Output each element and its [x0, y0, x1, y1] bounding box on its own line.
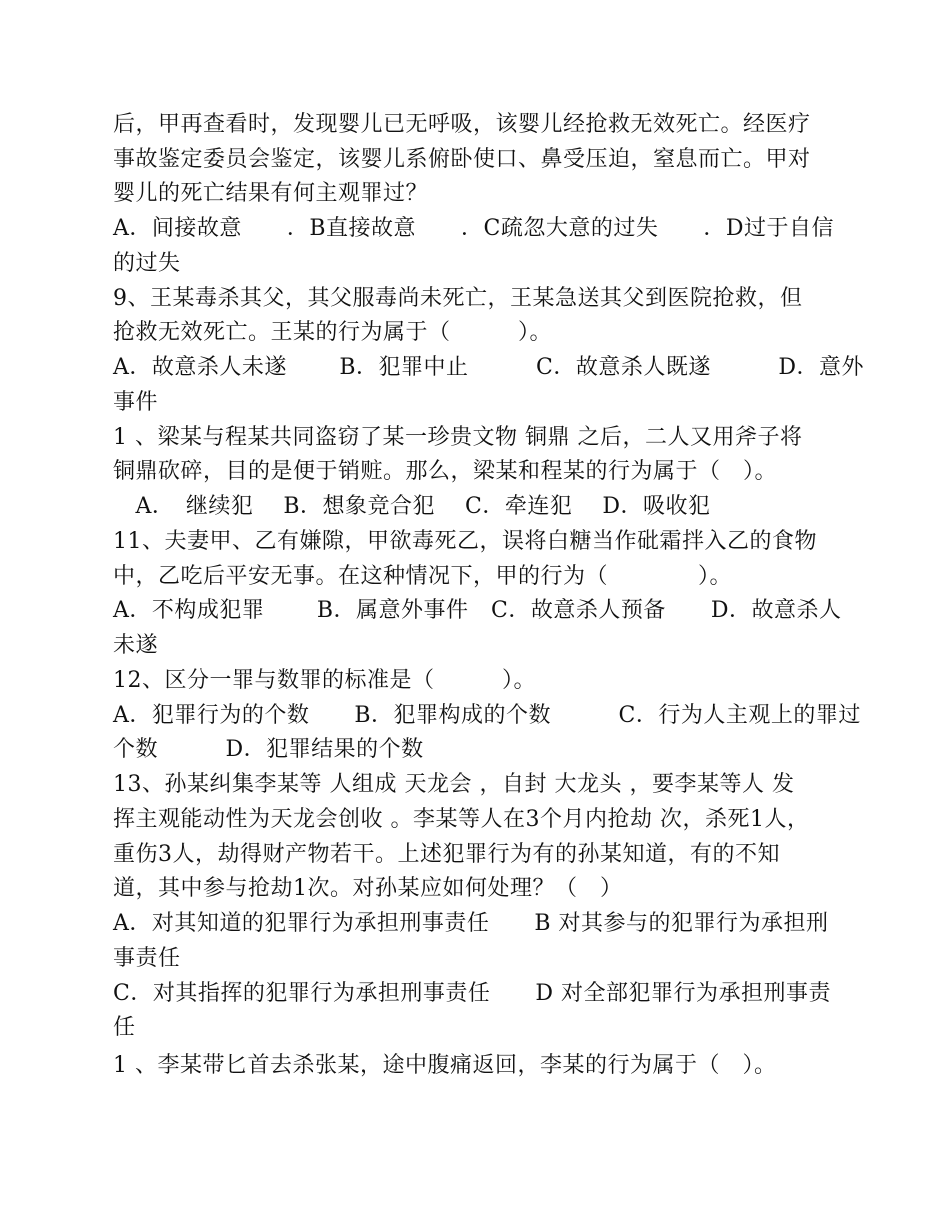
- text-line: 重伤3人，劫得财产物若干。上述犯罪行为有的孙某知道，有的不知: [113, 842, 780, 867]
- text-line: 的过失: [113, 251, 181, 276]
- text-line: 事件: [113, 390, 159, 415]
- text-line: 1 、梁某与程某共同盗窃了某一珍贵文物 铜鼎 之后，二人又用斧子将: [113, 425, 803, 450]
- text-line: 任: [113, 1015, 136, 1040]
- text-line: 抢救无效死亡。王某的行为属于（ ）。: [113, 320, 553, 345]
- text-line: 9、王某毒杀其父，其父服毒尚未死亡，王某急送其父到医院抢救，但: [113, 286, 803, 311]
- text-line: 个数 D．犯罪结果的个数: [113, 737, 424, 762]
- text-line: 道，其中参与抢劫1次。对孙某应如何处理？（ ）: [113, 876, 623, 901]
- text-line: 11、夫妻甲、乙有嫌隙，甲欲毒死乙，误将白糖当作砒霜拌入乙的食物: [113, 529, 817, 554]
- text-line: 1 、李某带匕首去杀张某，途中腹痛返回，李某的行为属于（ ）。: [113, 1053, 777, 1078]
- text-line: A． 继续犯 B．想象竞合犯 C．牵连犯 D．吸收犯: [113, 494, 711, 519]
- text-line: A．间接故意 ．B直接故意 ．C疏忽大意的过失 ．D过于自信: [113, 216, 835, 241]
- text-line: A．故意杀人未遂 B．犯罪中止 C．故意杀人既遂 D．意外: [113, 355, 865, 380]
- text-line: 婴儿的死亡结果有何主观罪过？: [113, 181, 429, 206]
- text-line: 挥主观能动性为天龙会创收 。李某等人在3个月内抢劫 次，杀死1人，: [113, 807, 810, 832]
- text-line: 未遂: [113, 633, 159, 658]
- text-line: 事责任: [113, 946, 181, 971]
- text-line: 13、孙某纠集李某等 人组成 天龙会 ，自封 大龙头 ，要李某等人 发: [113, 772, 795, 797]
- text-line: C．对其指挥的犯罪行为承担刑事责任 D 对全部犯罪行为承担刑事责: [113, 981, 831, 1006]
- text-line: A．犯罪行为的个数 B．犯罪构成的个数 C．行为人主观上的罪过: [113, 703, 861, 728]
- text-line: 中，乙吃后平安无事。在这种情况下，甲的行为（ ）。: [113, 564, 733, 589]
- text-line: 铜鼎砍碎，目的是便于销赃。那么，梁某和程某的行为属于（ ）。: [113, 459, 778, 484]
- text-line: 12、区分一罪与数罪的标准是（ ）。: [113, 668, 536, 693]
- text-line: A．对其知道的犯罪行为承担刑事责任 B 对其参与的犯罪行为承担刑: [113, 911, 829, 936]
- text-line: A．不构成犯罪 B．属意外事件 C．故意杀人预备 D．故意杀人: [113, 598, 842, 623]
- text-line: 事故鉴定委员会鉴定，该婴儿系俯卧使口、鼻受压迫，窒息而亡。甲对: [113, 147, 811, 172]
- text-line: 后，甲再查看时，发现婴儿已无呼吸，该婴儿经抢救无效死亡。经医疗: [113, 112, 811, 137]
